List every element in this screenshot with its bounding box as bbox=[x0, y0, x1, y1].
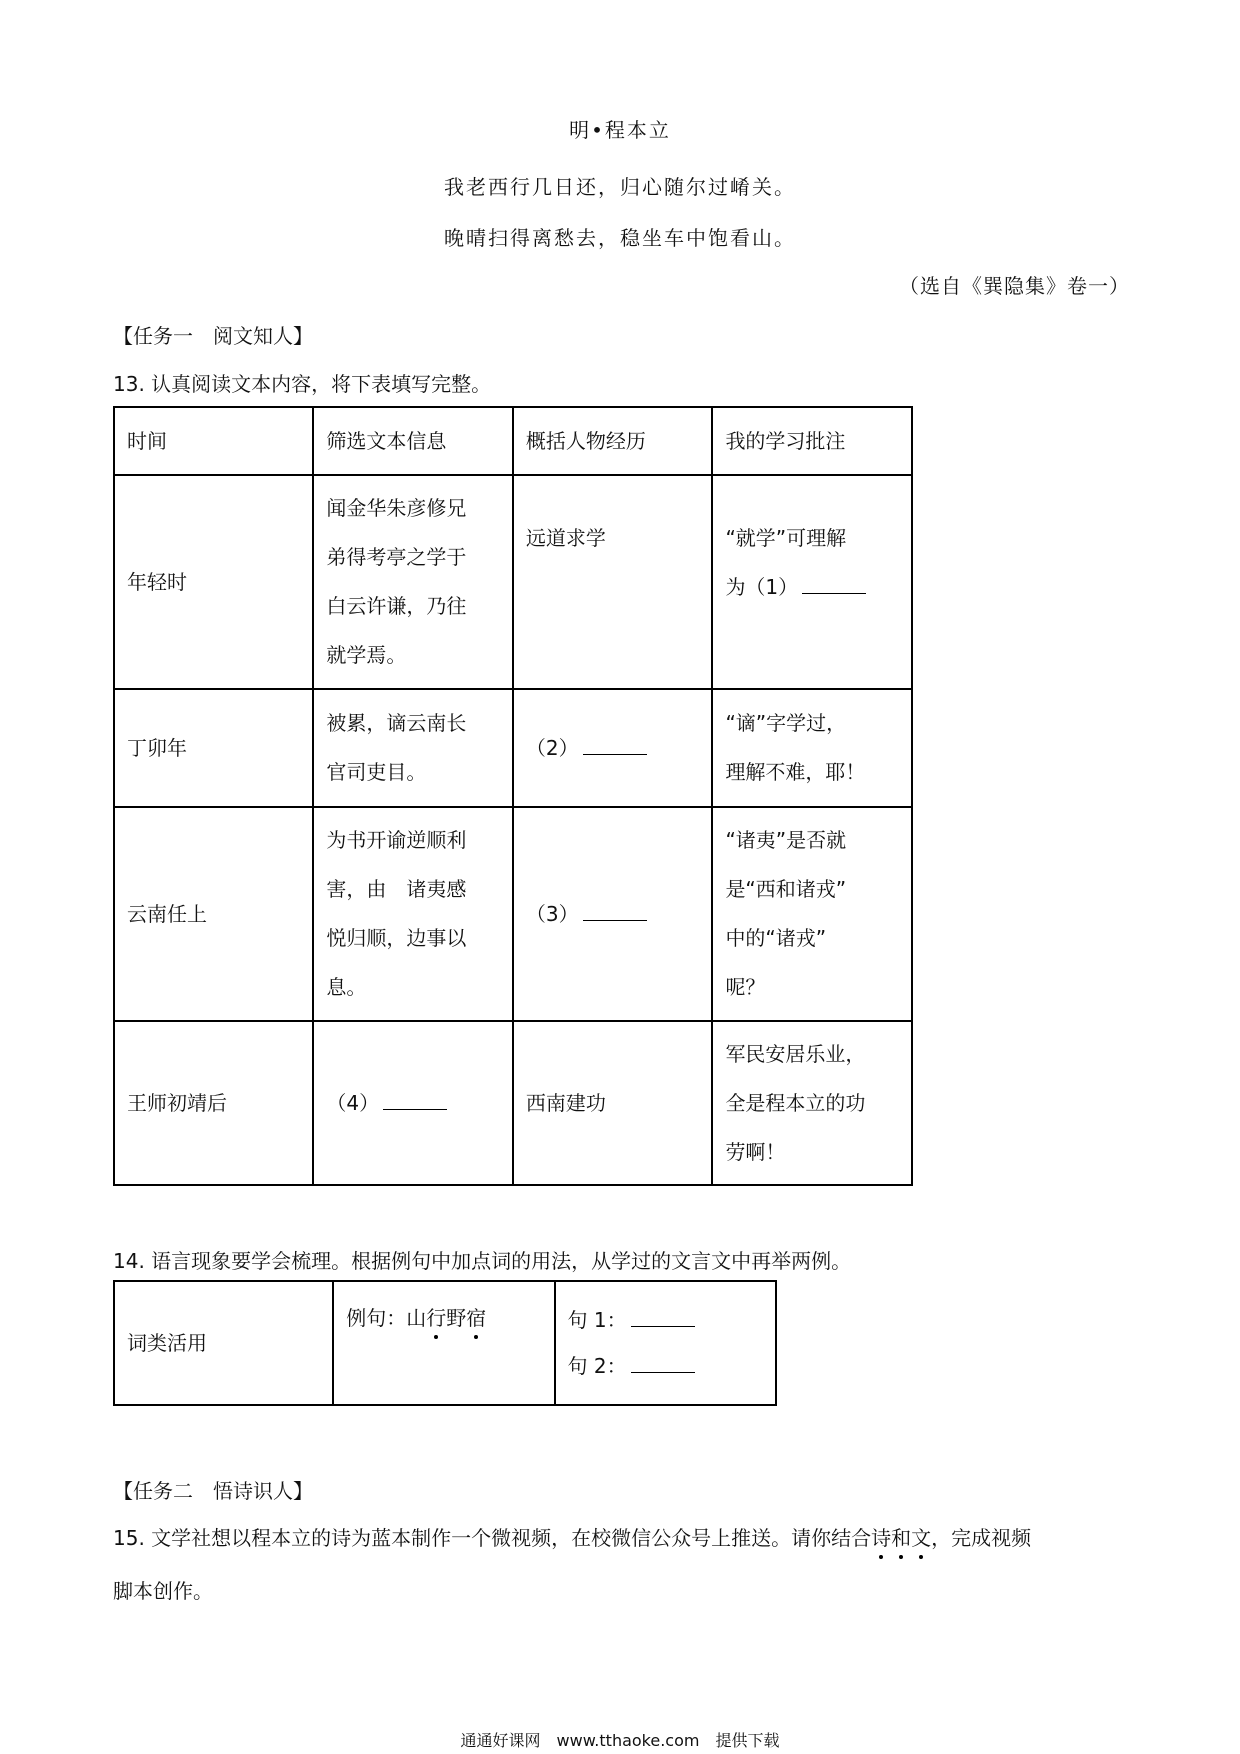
answer-blank-1[interactable] bbox=[802, 575, 866, 594]
cell-note bbox=[712, 807, 912, 1021]
q15-prompt: 15. 文学社想以程本立的诗为蓝本制作一个微视频，在校微信公众号上推送。请你结合诗和文，完成视频 bbox=[113, 1526, 1032, 1550]
cell-line: 理解不难，耶！ bbox=[725, 760, 866, 784]
cell-line: 息。 bbox=[326, 975, 367, 999]
poem-line-2: 晚晴扫得离愁去，稳坐车中饱看山。 bbox=[444, 226, 796, 250]
q15-prompt-line-2: 脚本创作。 bbox=[113, 1579, 213, 1603]
answer-blank-s1[interactable] bbox=[631, 1308, 695, 1327]
task2-heading: 【任务二 悟诗识人】 bbox=[113, 1479, 313, 1503]
cell-experience bbox=[513, 475, 713, 689]
cell-line: 全是程本立的功 bbox=[725, 1090, 866, 1115]
cell-line: 悦归顺，边事以 bbox=[326, 926, 467, 950]
cell-time: 王师初靖后 bbox=[114, 1021, 313, 1185]
cell-line: 是“西和诸戎” bbox=[725, 877, 847, 901]
cell-experience bbox=[513, 807, 713, 1021]
poem-line-1: 我老西行几日还，归心随尔过崤关。 bbox=[444, 175, 796, 199]
answer-blank-3[interactable] bbox=[583, 902, 647, 921]
cell-line: “就学”可理解 bbox=[725, 526, 847, 550]
cell-line: （4） bbox=[326, 1079, 500, 1128]
header-experience: 概括人物经历 bbox=[513, 407, 713, 475]
cell-line: “诸夷”是否就 bbox=[725, 828, 847, 852]
cell-line: 被累，谪云南长 bbox=[326, 711, 467, 735]
table-row bbox=[114, 1281, 776, 1405]
header-time: 时间 bbox=[114, 407, 313, 475]
cell-note bbox=[712, 1021, 912, 1185]
cell-info bbox=[313, 689, 513, 807]
cell-line: 官司吏目。 bbox=[326, 760, 427, 784]
q14-table bbox=[113, 1280, 777, 1406]
cell-line: （2） bbox=[526, 724, 700, 773]
cell-experience bbox=[513, 689, 713, 807]
poem-author: 明•程本立 bbox=[569, 118, 671, 142]
q13-prompt: 13. 认真阅读文本内容，将下表填写完整。 bbox=[113, 372, 492, 396]
cell-line: （3） bbox=[526, 890, 700, 939]
cell-info bbox=[313, 1021, 513, 1185]
cell-info bbox=[313, 475, 513, 689]
cell-line: 呢？ bbox=[725, 975, 766, 999]
cell-time: 云南任上 bbox=[114, 807, 313, 1021]
task1-heading: 【任务一 阅文知人】 bbox=[113, 324, 313, 348]
table-row bbox=[114, 475, 912, 689]
answer-blank-s2[interactable] bbox=[631, 1354, 695, 1373]
page-footer: 通通好课网 www.tthaoke.com 提供下载 bbox=[460, 1731, 780, 1750]
cell-line: 就学焉。 bbox=[326, 643, 407, 667]
cell-note bbox=[712, 689, 912, 807]
cell-experience: 西南建功 bbox=[513, 1021, 713, 1185]
table-header-row bbox=[114, 407, 912, 475]
cell-sentences bbox=[555, 1281, 776, 1405]
answer-blank-4[interactable] bbox=[383, 1091, 447, 1110]
cell-line: 闻金华朱彦修兄 bbox=[326, 496, 467, 520]
cell-example: 例句：山行野宿 bbox=[333, 1281, 554, 1405]
cell-line: 害，由 诸夷感 bbox=[326, 877, 467, 901]
cell-line: 军民安居乐业， bbox=[725, 1041, 866, 1066]
cell-line: 为（1） bbox=[725, 563, 899, 612]
table-row bbox=[114, 1021, 912, 1185]
cell-time: 丁卯年 bbox=[114, 689, 313, 807]
cell-info bbox=[313, 807, 513, 1021]
header-note: 我的学习批注 bbox=[712, 407, 912, 475]
header-info: 筛选文本信息 bbox=[313, 407, 513, 475]
cell-line: 中的“诸戎” bbox=[725, 926, 827, 950]
table-row bbox=[114, 807, 912, 1021]
table-row bbox=[114, 689, 912, 807]
cell-category: 词类活用 bbox=[114, 1281, 333, 1405]
answer-blank-2[interactable] bbox=[583, 736, 647, 755]
q13-table bbox=[113, 406, 913, 1186]
cell-line: 远道求学 bbox=[525, 526, 606, 550]
sentence-2: 句 2： bbox=[568, 1343, 763, 1389]
q14-prompt: 14. 语言现象要学会梳理。根据例句中加点词的用法，从学过的文言文中再举两例。 bbox=[113, 1249, 852, 1273]
cell-line: 劳啊！ bbox=[725, 1139, 786, 1164]
cell-line: “谪”字学过， bbox=[725, 711, 847, 735]
cell-line: 白云许谦，乃往 bbox=[326, 594, 467, 618]
cell-line: 为书开谕逆顺利 bbox=[326, 828, 467, 852]
cell-time: 年轻时 bbox=[114, 475, 313, 689]
cell-note bbox=[712, 475, 912, 689]
cell-line: 弟得考亭之学于 bbox=[326, 545, 467, 569]
sentence-1: 句 1： bbox=[568, 1297, 763, 1343]
poem-source: （选自《巽隐集》卷一） bbox=[899, 274, 1130, 298]
